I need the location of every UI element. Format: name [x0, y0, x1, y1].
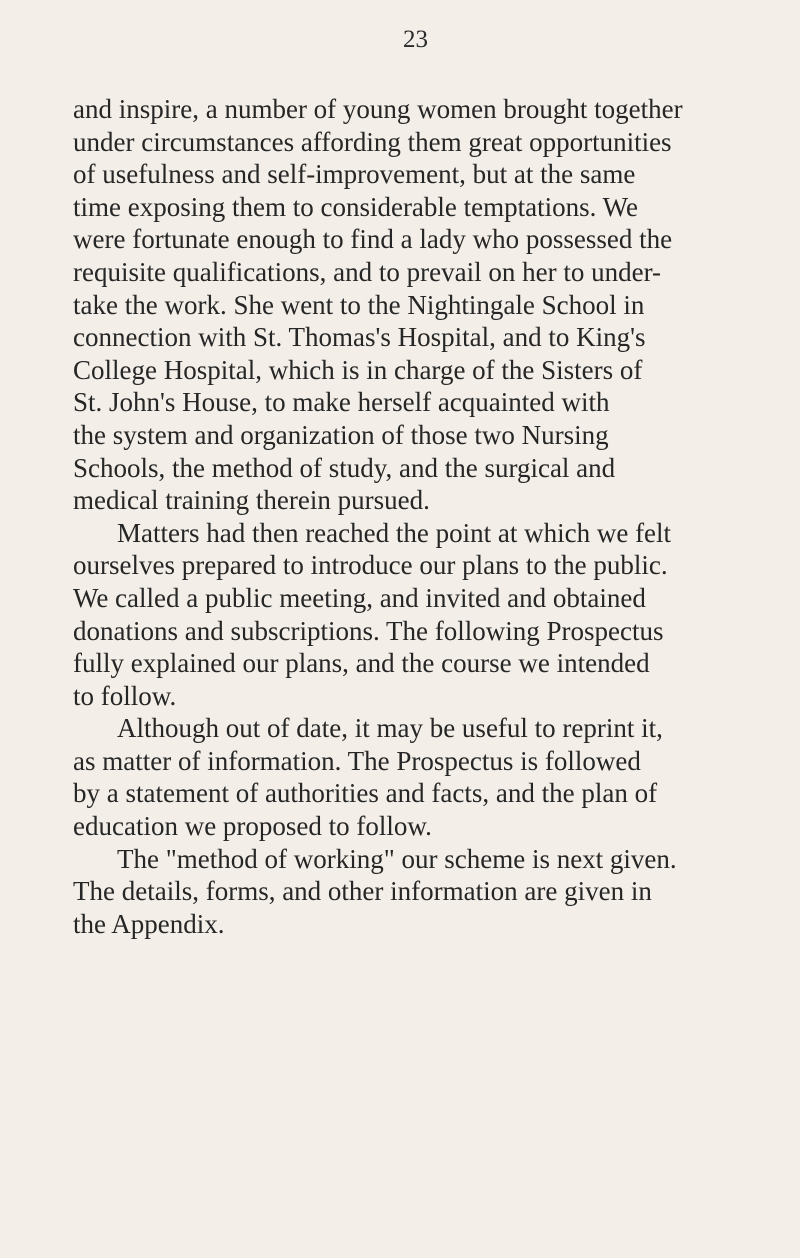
- text-line: Schools, the method of study, and the surgical and: [73, 452, 616, 483]
- text-line: were fortunate enough to find a lady who possessed the: [73, 224, 673, 255]
- text-line: take the work. She went to the Nightingale School in: [73, 289, 645, 320]
- paragraph-start-line: Matters had then reached the point at which we felt: [117, 517, 672, 548]
- text-line: education we proposed to follow.: [73, 811, 432, 842]
- text-line: connection with St. Thomas's Hospital, and to King's: [73, 322, 646, 353]
- text-line: medical training therein pursued.: [73, 485, 430, 516]
- text-line: and inspire, a number of young women brought together: [73, 94, 683, 124]
- text-line: under circumstances affording them great opportunities: [73, 126, 672, 157]
- text-line: We called a public meeting, and invited and obtained: [73, 582, 646, 613]
- paragraph-start-line: The "method of working" our scheme is next given.: [117, 843, 677, 874]
- page-number: 23: [403, 26, 428, 53]
- text-line: ourselves prepared to introduce our plans to the public.: [73, 550, 668, 581]
- body-text: [73, 93, 754, 940]
- text-line: to follow.: [73, 680, 177, 711]
- text-line: requisite qualifications, and to prevail on her to under-: [73, 256, 662, 287]
- text-line: donations and subscriptions. The following Prospectus: [73, 615, 664, 646]
- text-line: of usefulness and self-improvement, but at the same: [73, 159, 636, 190]
- paragraph-start-line: Although out of date, it may be useful to reprint it,: [117, 713, 663, 744]
- text-line: St. John's House, to make herself acquainted with: [73, 387, 610, 418]
- text-line: as matter of information. The Prospectus is followed: [73, 745, 641, 776]
- text-line: the Appendix.: [73, 908, 225, 939]
- text-line: The details, forms, and other information are given in: [73, 876, 652, 907]
- text-line: fully explained our plans, and the course we intended: [73, 648, 650, 679]
- text-line: the system and organization of those two Nursing: [73, 419, 609, 450]
- text-line: by a statement of authorities and facts, and the plan of: [73, 778, 658, 809]
- text-line: College Hospital, which is in charge of the Sisters of: [73, 354, 643, 385]
- text-line: time exposing them to considerable temptations. We: [73, 191, 638, 222]
